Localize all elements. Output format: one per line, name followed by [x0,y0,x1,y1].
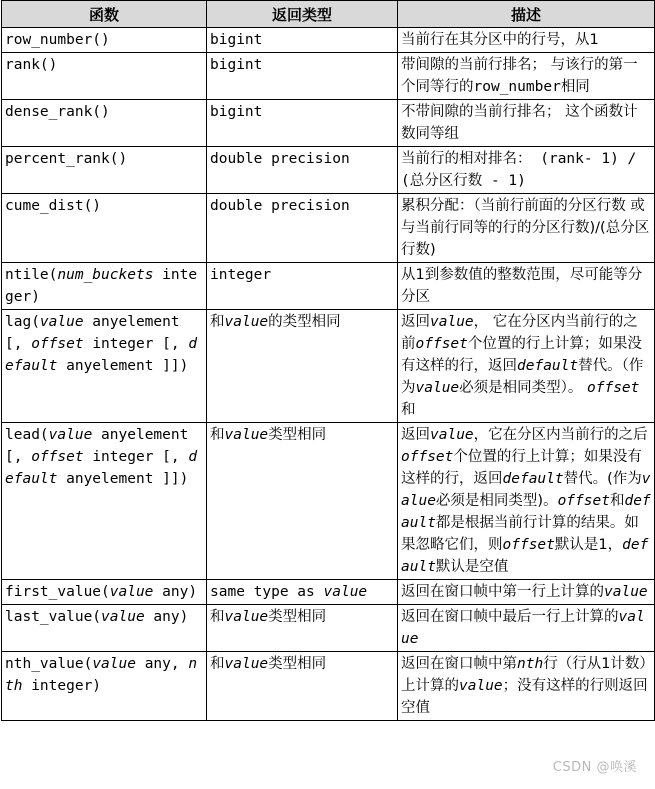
func-name: nth_value( [5,656,93,672]
description-cell: 不带间隙的当前行排名； 这个函数计数同等组 [398,100,655,147]
func-param: default [5,336,198,374]
function-cell [2,580,207,605]
table-row [2,100,655,147]
desc-param: value [430,427,474,443]
desc-text: 和 [609,493,625,509]
func-param: value [101,609,145,625]
func-param: offset [31,449,84,465]
desc-text: 必须是相同类型)。 [435,493,558,509]
table-row [2,423,655,580]
desc-text: 当前行的相对排名： [401,151,532,167]
desc-text: 相同 [560,79,590,95]
func-param: value [48,427,93,443]
desc-param: default [517,358,579,374]
type-param: value [323,584,368,600]
func-type: any) [144,609,189,625]
desc-param: offset [401,449,454,465]
desc-text: 返回 [401,427,430,443]
desc-text: 和 [401,402,416,418]
function-cell [2,310,207,423]
func-param: default [5,449,198,487]
desc-text: 必须是相同类型）。 [459,380,588,396]
return-type-cell [207,652,398,721]
func-name: lead( [5,427,49,443]
desc-text: 行（行从1计数）上计算的 [401,656,647,694]
func-param: value [109,584,154,600]
func-type: any) [153,584,198,600]
watermark: CSDN @唤溪 [552,760,637,775]
desc-param: value [459,678,503,694]
desc-text: ；没有这样的行则返回空值 [401,678,648,716]
desc-param: value [430,314,474,330]
desc-text: 默认是1， [554,537,623,553]
table-row [2,28,655,53]
func-type: anyelement ]]) [57,358,189,374]
description-cell [398,580,655,605]
type-text: 和 [210,656,225,672]
func-param: value [39,314,84,330]
header-return-type: 返回类型 [207,1,398,28]
return-type-cell: double precision [207,147,398,194]
type-text: 和 [210,314,225,330]
desc-text: ， 它在分区内当前行的之前 [401,314,638,352]
desc-param: value [415,380,460,396]
func-type: anyelement [, [5,427,189,465]
table-row [2,605,655,652]
type-text: same type as [210,584,324,600]
type-text: 和 [210,609,225,625]
type-param: value [224,609,269,625]
function-cell: rank() [2,53,207,100]
return-type-cell: bigint [207,28,398,53]
func-name: lag( [5,314,40,330]
desc-text: 带间隙的当前行排名； 与该行的第一个同等行的 [401,57,638,95]
desc-param: value [604,584,648,600]
func-param: value [92,656,136,672]
table-row [2,263,655,310]
desc-text: 都是根据当前行计算的结果。如果忽略它们，则 [401,515,639,553]
func-type: integer [, [83,336,189,352]
desc-param: offset [557,493,610,509]
func-name: ntile( [5,267,58,283]
desc-text: 返回在窗口帧中最后一行上计算的 [401,609,619,625]
return-type-cell [207,580,398,605]
header-row [2,1,655,28]
function-cell: cume_dist() [2,194,207,263]
table-row [2,652,655,721]
desc-text: 默认是空值 [435,559,509,575]
table-row [2,147,655,194]
func-type: integer [, [83,449,189,465]
description-cell [398,147,655,194]
desc-param: offset [587,380,640,396]
func-param: num_buckets [57,267,154,283]
return-type-cell [207,310,398,423]
desc-text: 返回在窗口帧中第一行上计算的 [401,584,604,600]
description-cell [398,310,655,423]
function-cell: row_number() [2,28,207,53]
type-text: 和 [210,427,225,443]
func-name: first_value( [5,584,110,600]
desc-param: default [401,493,651,531]
function-cell: percent_rank() [2,147,207,194]
header-description: 描述 [398,1,655,28]
type-text: 类型相同 [268,427,327,443]
table-row [2,53,655,100]
desc-param: default [502,471,564,487]
func-param: offset [31,336,84,352]
desc-param: nth [517,656,544,672]
type-param: value [224,314,269,330]
header-function: 函数 [2,1,207,28]
description-cell [398,652,655,721]
desc-param: default [401,537,649,575]
desc-text: ，它在分区内当前行的之后 [473,427,648,443]
func-type: anyelement [, [5,314,180,352]
function-cell [2,423,207,580]
desc-text: 个位置的行上计算；如果没有这样的行，返回 [401,449,642,487]
return-type-cell: bigint [207,100,398,147]
func-param: nth [5,656,198,694]
desc-text: 个位置的行上计算；如果没有这样的行，返回 [401,336,642,374]
function-cell: dense_rank() [2,100,207,147]
table-row [2,310,655,423]
func-type: anyelement ]]) [57,471,189,487]
return-type-cell: integer [207,263,398,310]
desc-text: 替代。(作为 [563,471,642,487]
description-cell: 从1到参数值的整数范围，尽可能等分分区 [398,263,655,310]
desc-code: (rank- 1) / (总分区行数 - 1) [401,151,637,189]
func-name: last_value( [5,609,102,625]
type-text: 类型相同 [268,609,327,625]
return-type-cell [207,423,398,580]
desc-param: value [401,609,645,647]
return-type-cell [207,605,398,652]
desc-text: 返回在窗口帧中第 [401,656,517,672]
type-text: 类型相同 [268,656,327,672]
type-param: value [224,656,269,672]
description-cell [398,53,655,100]
type-param: value [224,427,269,443]
description-cell [398,605,655,652]
description-cell [398,423,655,580]
desc-code: row_number [473,79,561,95]
desc-text: 替代。（作为 [401,358,644,396]
func-type: integer) [22,678,102,694]
desc-param: offset [502,537,555,553]
function-cell [2,652,207,721]
desc-text: 返回 [401,314,430,330]
type-text: 的类型相同 [268,314,341,330]
desc-param: offset [415,336,468,352]
desc-param: value [401,471,651,509]
description-cell: 累积分配：（当前行前面的分区行数 或 与当前行同等的行的分区行数)/(总分区行数) [398,194,655,263]
table-row [2,194,655,263]
window-functions-table [1,0,655,721]
table-row [2,580,655,605]
return-type-cell: double precision [207,194,398,263]
description-cell: 当前行在其分区中的行号，从1 [398,28,655,53]
function-cell [2,263,207,310]
func-type: any, [135,656,189,672]
func-type: integer) [5,267,198,305]
function-cell [2,605,207,652]
return-type-cell: bigint [207,53,398,100]
